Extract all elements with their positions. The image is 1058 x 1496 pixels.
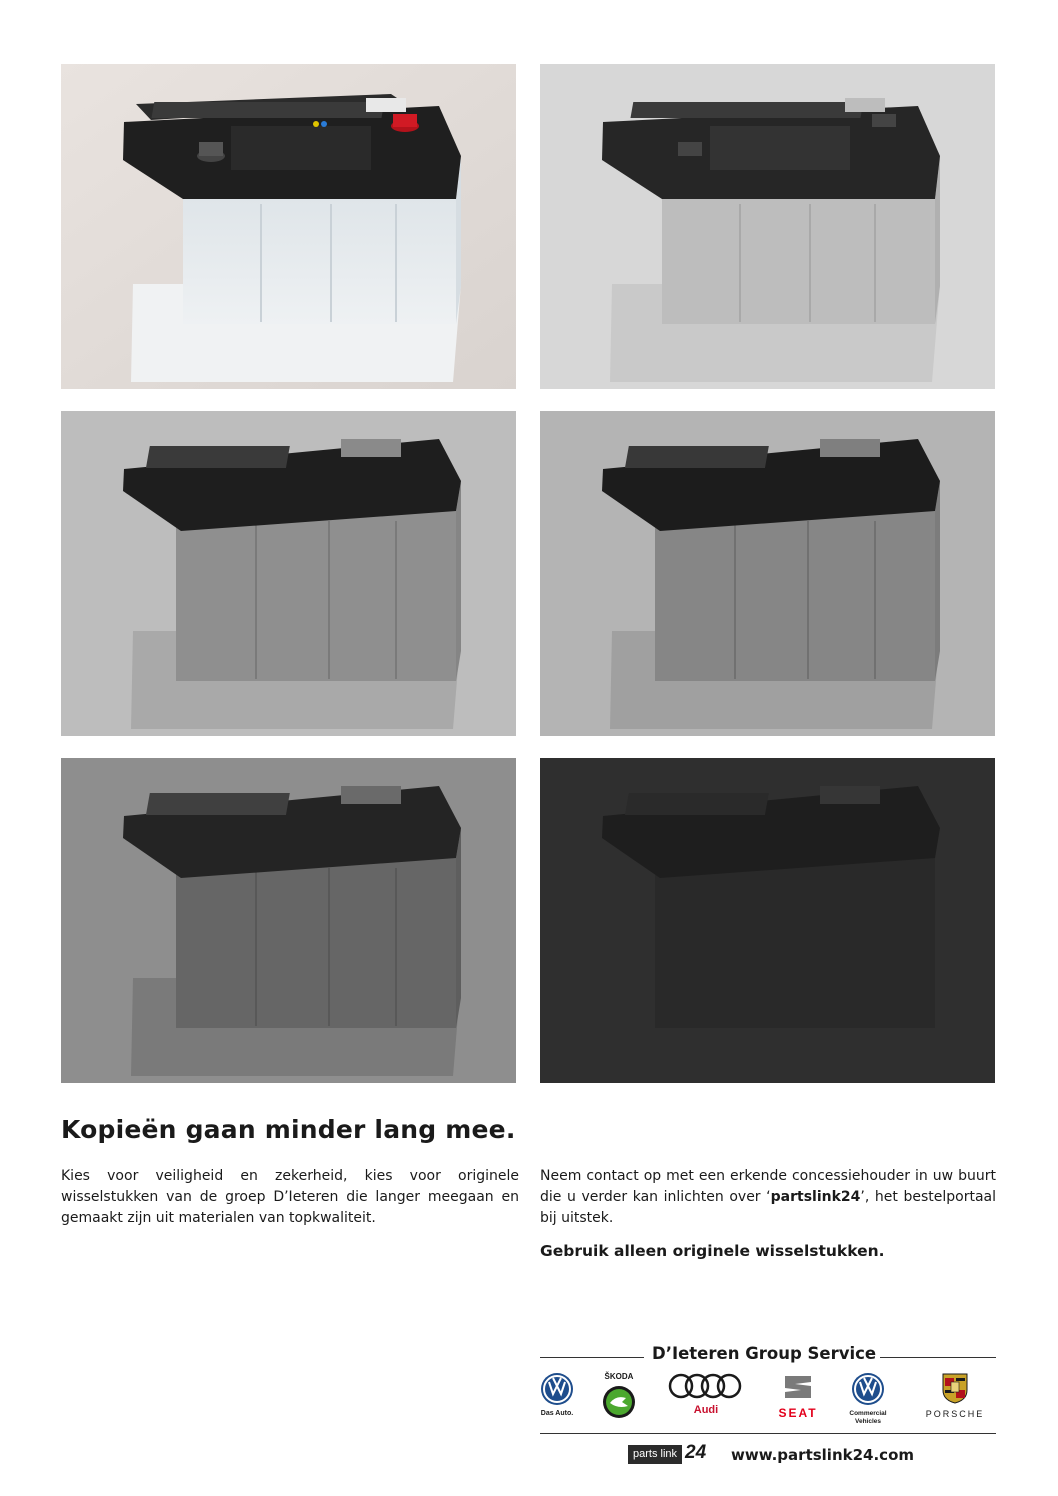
footer-title: D’Ieteren Group Service bbox=[652, 1344, 877, 1363]
audi-rings-icon bbox=[666, 1372, 746, 1400]
partslink24-logo-number: 24 bbox=[685, 1442, 707, 1463]
brand-caption: SEAT bbox=[778, 1406, 818, 1420]
brand-volkswagen bbox=[540, 1372, 574, 1430]
paragraph-right-text-end: ’, het bestelportaal bij uitstek. bbox=[540, 1189, 997, 1226]
brand-caption: Audi bbox=[693, 1404, 719, 1416]
brand-wordmark: ŠKODA bbox=[604, 1372, 634, 1381]
brand-porsche bbox=[914, 1372, 996, 1430]
brand-skoda bbox=[598, 1372, 640, 1430]
battery-photo-copy-4 bbox=[61, 758, 516, 1083]
call-to-action: Gebruik alleen originele wisselstukken. bbox=[540, 1242, 885, 1260]
vw-logo-icon bbox=[540, 1372, 574, 1406]
headline: Kopieën gaan minder lang mee. bbox=[61, 1115, 516, 1144]
seat-logo-icon bbox=[781, 1372, 815, 1402]
website-link[interactable]: www.partslink24.com bbox=[731, 1446, 915, 1464]
brand-caption bbox=[840, 1410, 896, 1426]
battery-photo-copy-3 bbox=[540, 411, 995, 736]
paragraph-left: Kies voor veiligheid en zekerheid, kies voor originele wisselstukken van de groep D’Ieteren die langer meegaan en gemaakt zijn uit materialen van topkwaliteit. bbox=[61, 1168, 519, 1226]
porsche-crest-icon bbox=[941, 1372, 969, 1404]
brand-caption: Das Auto. bbox=[540, 1410, 574, 1417]
partslink-name: partslink24 bbox=[770, 1189, 861, 1205]
paragraph-right-text: Neem contact op met een erkende concessiehouder in uw buurt die u verder kan inlichten over ‘ bbox=[540, 1168, 996, 1205]
divider bbox=[880, 1357, 996, 1358]
battery-photo-copy-5 bbox=[540, 758, 995, 1083]
brand-logos bbox=[540, 1372, 996, 1430]
partslink24-logo-box: parts link bbox=[628, 1445, 682, 1464]
skoda-logo-icon bbox=[602, 1385, 636, 1419]
battery-photo-copy-2 bbox=[61, 411, 516, 736]
brand-caption-line: Commercial bbox=[849, 1410, 887, 1417]
brand-caption-line: Vehicles bbox=[854, 1418, 882, 1425]
vw-logo-icon bbox=[851, 1372, 885, 1406]
footer-title-row bbox=[540, 1344, 996, 1368]
brand-caption: PORSCHE bbox=[925, 1409, 985, 1419]
divider bbox=[540, 1357, 644, 1358]
brand-audi bbox=[666, 1372, 746, 1430]
brand-seat bbox=[768, 1372, 828, 1430]
divider bbox=[540, 1433, 996, 1434]
brand-vw-commercial bbox=[846, 1372, 890, 1430]
battery-photo-original bbox=[61, 64, 516, 389]
paragraph-right bbox=[540, 1166, 996, 1229]
battery-photo-copy-1 bbox=[540, 64, 995, 389]
